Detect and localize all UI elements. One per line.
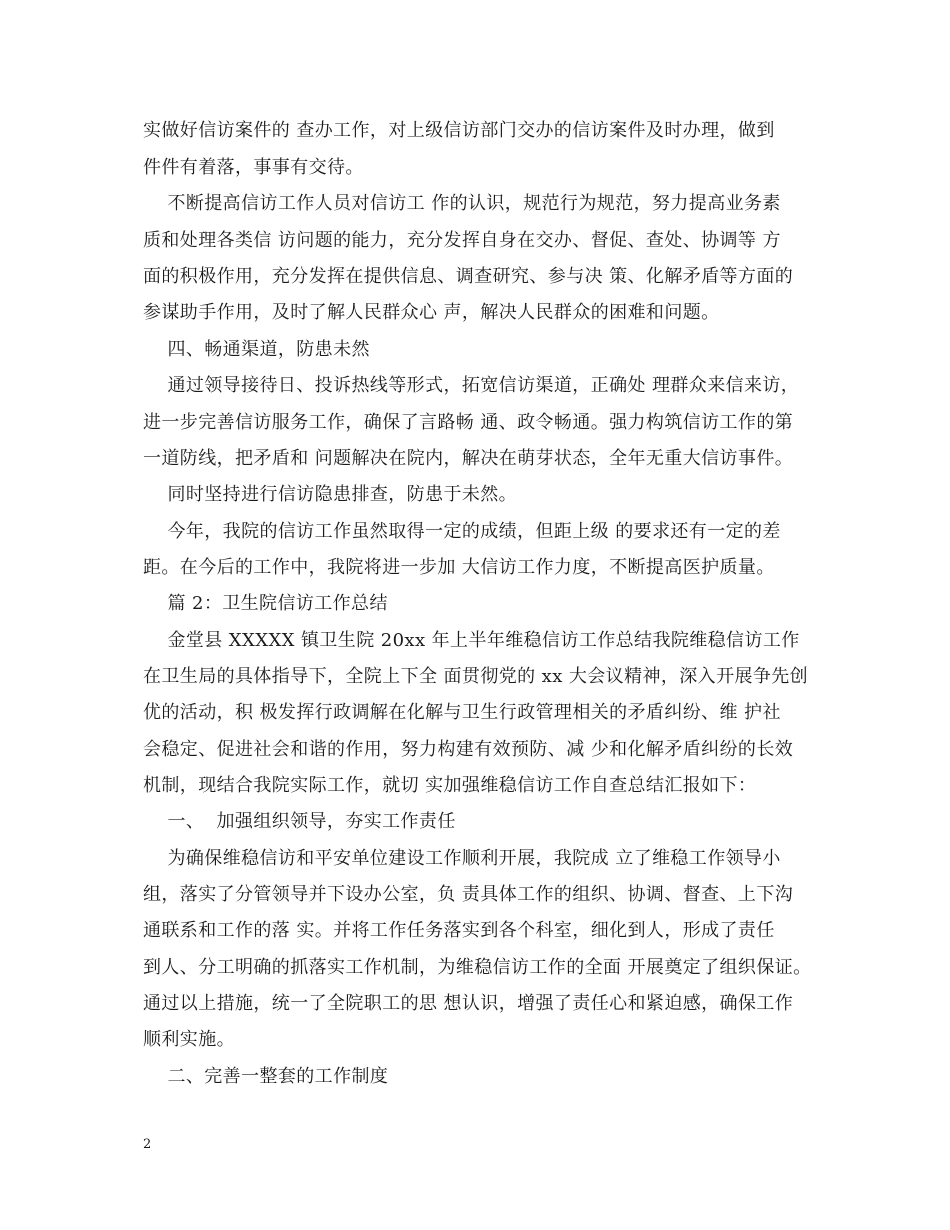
body-line: 参谋助手作用，及时了解人民群众心 声，解决人民群众的困难和问题。 [143,302,720,323]
body-line: 通过以上措施，统一了全院职工的思 想认识，增强了责任心和紧迫感，确保工作 [143,993,794,1014]
body-line: 金堂县 XXXXX 镇卫生院 20xx 年上半年维稳信访工作总结我院维稳信访工作 [143,630,800,651]
body-line: 面的积极作用，充分发挥在提供信息、调查研究、参与决 策、化解矛盾等方面的 [143,266,794,287]
section-heading: 篇 2：卫生院信访工作总结 [143,593,388,614]
body-line: 到人、分工明确的抓落实工作机制，为维稳信访工作的全面 开展奠定了组织保证。 [143,957,812,978]
body-line: 同时坚持进行信访隐患排查，防患于未然。 [143,484,518,505]
section-heading: 一、 加强组织领导，夯实工作责任 [143,811,456,832]
section-heading: 四、畅通渠道，防患未然 [143,339,370,360]
body-line: 为确保维稳信访和平安单位建设工作顺利开展，我院成 立了维稳工作领导小 [143,848,781,869]
body-line: 顺利实施。 [143,1029,235,1050]
body-line: 组，落实了分管领导并下设办公室，负 责具体工作的组织、协调、督查、上下沟 [143,884,794,905]
body-line: 机制，现结合我院实际工作，就切 实加强维稳信访工作自查总结汇报如下： [143,775,757,796]
page-number: 2 [143,1137,152,1152]
body-line: 今年，我院的信访工作虽然取得一定的成绩，但距上级 的要求还有一定的差 [143,521,781,542]
body-line: 质和处理各类信 访问题的能力，充分发挥自身在交办、督促、查处、协调等 方 [143,230,781,251]
body-line: 件件有着落，事事有交待。 [143,157,364,178]
body-line: 通过领导接待日、投诉热线等形式，拓宽信访渠道，正确处 理群众来信来访， [143,375,800,396]
body-line: 通联系和工作的落 实。并将工作任务落实到各个科室，细化到人，形成了责任 [143,920,775,941]
body-line: 优的活动，积 极发挥行政调解在化解与卫生行政管理相关的矛盾纠纷、维 护社 [143,702,781,723]
section-heading: 二、完善一整套的工作制度 [143,1066,389,1087]
body-line: 在卫生局的具体指导下，全院上下全 面贯彻党的 xx 大会议精神，深入开展争先创 [143,666,809,687]
body-line: 实做好信访案件的 查办工作，对上级信访部门交办的信访案件及时办理，做到 [143,120,775,141]
body-line: 进一步完善信访服务工作，确保了言路畅 通、政令畅通。强力构筑信访工作的第 [143,412,794,433]
body-line: 距。在今后的工作中，我院将进一步加 大信访工作力度，不断提高医护质量。 [143,557,775,578]
body-line: 一道防线，把矛盾和 问题解决在院内，解决在萌芽状态，全年无重大信访事件。 [143,448,794,469]
body-line: 会稳定、促进社会和谐的作用，努力构建有效预防、减 少和化解矛盾纠纷的长效 [143,739,794,760]
body-line: 不断提高信访工作人员对信访工 作的认识，规范行为规范，努力提高业务素 [143,193,781,214]
